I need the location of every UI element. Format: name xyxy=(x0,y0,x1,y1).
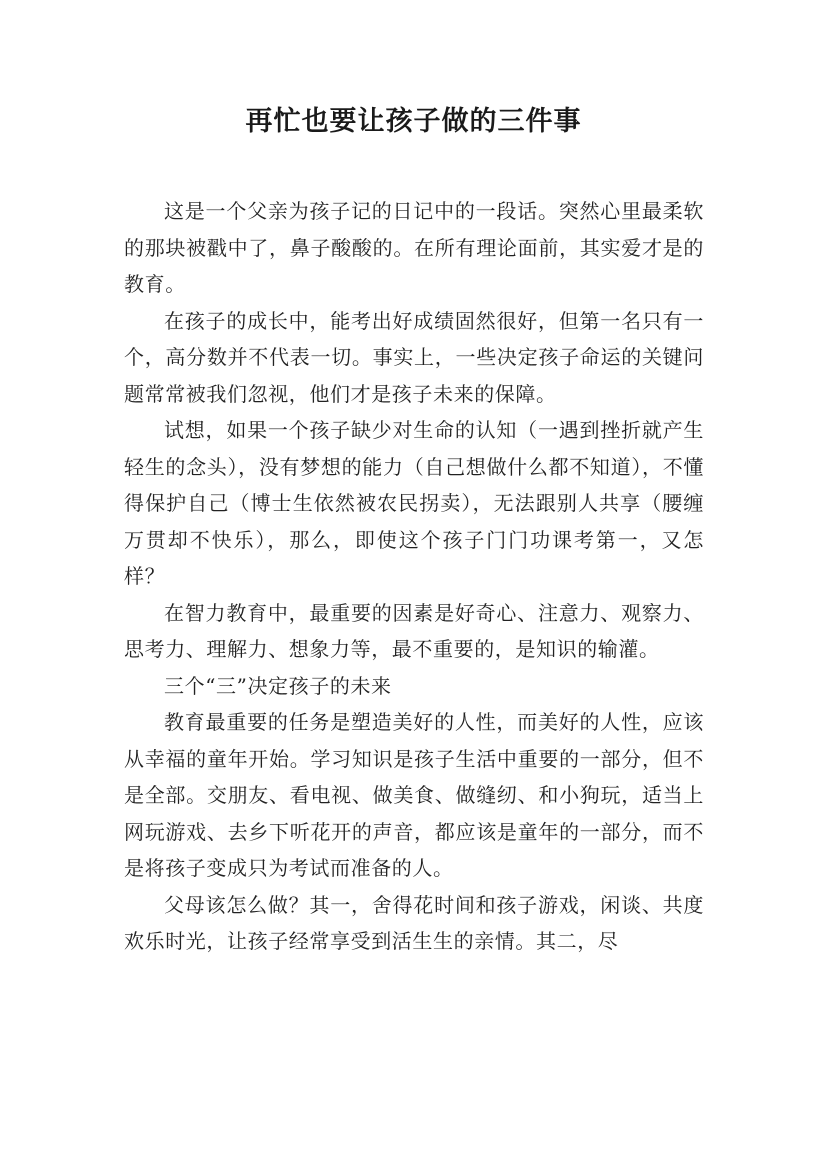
document-title: 再忙也要让孩子做的三件事 xyxy=(245,106,582,137)
paragraph: 这是一个父亲为孩子记的日记中的一段话。突然心里最柔软的那块被戳中了，鼻子酸酸的。在所有理论面前，其实爱才是的教育。 xyxy=(124,199,704,296)
paragraph: 父母该怎么做？其一，舍得花时间和孩子游戏，闲谈、共度欢乐时光，让孩子经常享受到活生生的亲情。其二，尽 xyxy=(124,892,704,953)
paragraph: 试想，如果一个孩子缺少对生命的认知（一遇到挫折就产生轻生的念头），没有梦想的能力（自己想做什么都不知道），不懂得保护自己（博士生依然被农民拐卖），无法跟别人共享（腰缠万贯却不快乐），那么，即使这个孩子门门功课考第一，又怎样？ xyxy=(124,418,704,588)
section-heading: 三个“三”决定孩子的未来 xyxy=(164,673,392,698)
paragraph: 在孩子的成长中，能考出好成绩固然很好，但第一名只有一个，高分数并不代表一切。事实上，一些决定孩子命运的关键问题常常被我们忽视，他们才是孩子未来的保障。 xyxy=(124,308,704,406)
paragraph: 教育最重要的任务是塑造美好的人性，而美好的人性，应该从幸福的童年开始。学习知识是孩子生活中重要的一部分，但不是全部。交朋友、看电视、做美食、做缝纫、和小狗玩，适当上网玩游戏、去乡下听花开的声音，都应该是童年的一部分，而不是将孩子变成只为考试而准备的人。 xyxy=(124,710,704,880)
document-body xyxy=(124,193,704,960)
paragraph: 在智力教育中，最重要的因素是好奇心、注意力、观察力、思考力、理解力、想象力等，最不重要的，是知识的输灌。 xyxy=(124,600,704,661)
